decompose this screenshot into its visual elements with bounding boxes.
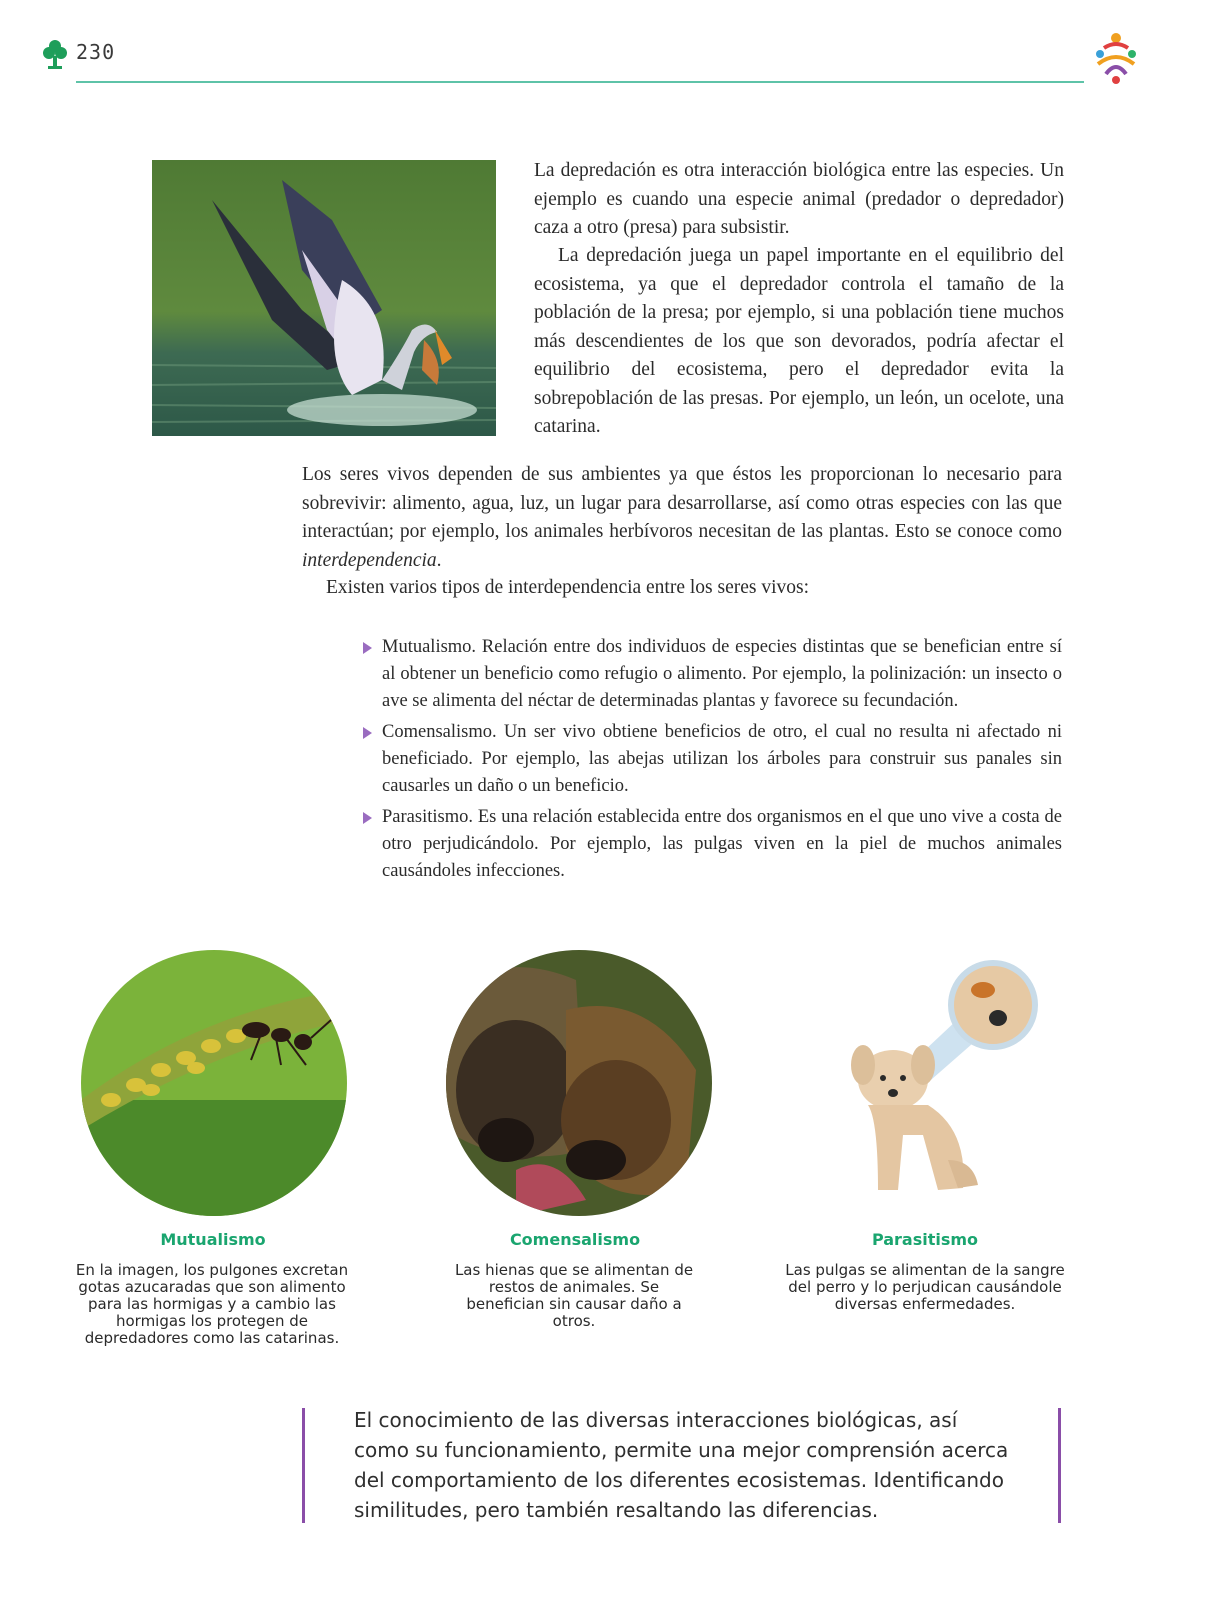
colorful-figures-logo: [1088, 30, 1144, 86]
caption-title-mutualismo: Mutualismo: [160, 1230, 266, 1249]
interaction-types-list: [362, 634, 1062, 889]
intro-paragraph-2: La depredación juega un papel importante en el equilibrio del ecosistema, ya que el depredador controla el tamaño de la población de la presa; por ejemplo, si una población tiene muchos más descendientes de los que son devorados, podría afectar el equilibrio del ecosistema, pero el depredador evita la sobrepoblación de las presas. Por ejemplo, un león, un ocelote, una catarina.: [534, 245, 1064, 437]
interdependence-text: Los seres vivos dependen de sus ambientes ya que éstos les proporcionan lo necesario para sobrevivir: alimento, agua, luz, un lugar para desarrollarse, así como otras especies con las que interactúan; por ejemplo, los animales herbívoros necesitan de las plantas. Esto se conoce como: [302, 464, 1062, 542]
interdependence-term: interdependencia: [302, 549, 437, 571]
interdependence-paragraph: [302, 461, 1062, 575]
triangle-bullet-icon: [363, 727, 372, 739]
list-item: [362, 719, 1062, 800]
caption-title-comensalismo: Comensalismo: [509, 1230, 641, 1249]
dog-with-fleas-illustration: [838, 960, 1048, 1200]
tree-icon: [42, 38, 68, 70]
intro-paragraph-1: La depredación es otra interacción biológica entre las especies. Un ejemplo es cuando una especie animal (predador o depredador) caza a otro (presa) para subsistir.: [534, 160, 1064, 238]
closing-note: El conocimiento de las diversas interacciones biológicas, así como su funcionamiento, permite una mejor comprensión acerca del comportamiento de los diferentes ecosistemas. Identificando similitudes, pero también resaltando las diferencias.: [354, 1408, 1009, 1522]
triangle-bullet-icon: [363, 812, 372, 824]
triangle-bullet-icon: [363, 642, 372, 654]
hyenas-photo: [446, 950, 712, 1216]
quote-bar-right: [1058, 1408, 1061, 1523]
list-item: [362, 804, 1062, 885]
list-item: [362, 634, 1062, 715]
caption-title-parasitismo: Parasitismo: [871, 1230, 979, 1249]
list-item-text: Comensalismo. Un ser vivo obtiene beneficios de otro, el cual no resulta ni afectado ni beneficiado. Por ejemplo, las abejas utilizan los árboles para construir sus panales sin causarles un daño o un beneficio.: [382, 722, 1062, 796]
quote-bar-left: [302, 1408, 305, 1523]
heron-photo: [152, 160, 496, 436]
list-item-text: Mutualismo. Relación entre dos individuos de especies distintas que se benefician entre sí al obtener un beneficio como refugio o alimento. Por ejemplo, la polinización: un insecto o ave se alimenta del néctar de determinadas plantas y favorece su fecundación.: [382, 637, 1062, 711]
page-header: [0, 0, 1214, 100]
aphids-ants-photo: [81, 950, 347, 1216]
header-rule: [76, 81, 1084, 83]
caption-text-comensalismo: Las hienas que se alimentan de restos de animales. Se benefician sin causar daño a otros.: [454, 1261, 694, 1330]
interdependence-end: .: [436, 549, 442, 571]
types-intro: Existen varios tipos de interdependencia entre los seres vivos:: [326, 577, 810, 598]
list-item-text: Parasitismo. Es una relación establecida entre dos organismos en el que uno vive a costa de otro perjudicándolo. Por ejemplo, las pulgas viven en la piel de muchos animales causándoles infecciones.: [382, 807, 1062, 881]
page-number: 230: [76, 40, 116, 64]
caption-text-mutualismo: En la imagen, los pulgones excretan gotas azucaradas que son alimento para las hormigas y a cambio las hormigas los protegen de depredadores como las catarinas.: [75, 1261, 349, 1347]
caption-text-parasitismo: Las pulgas se alimentan de la sangre del perro y lo perjudican causándole diversas enfermedades.: [785, 1261, 1065, 1313]
